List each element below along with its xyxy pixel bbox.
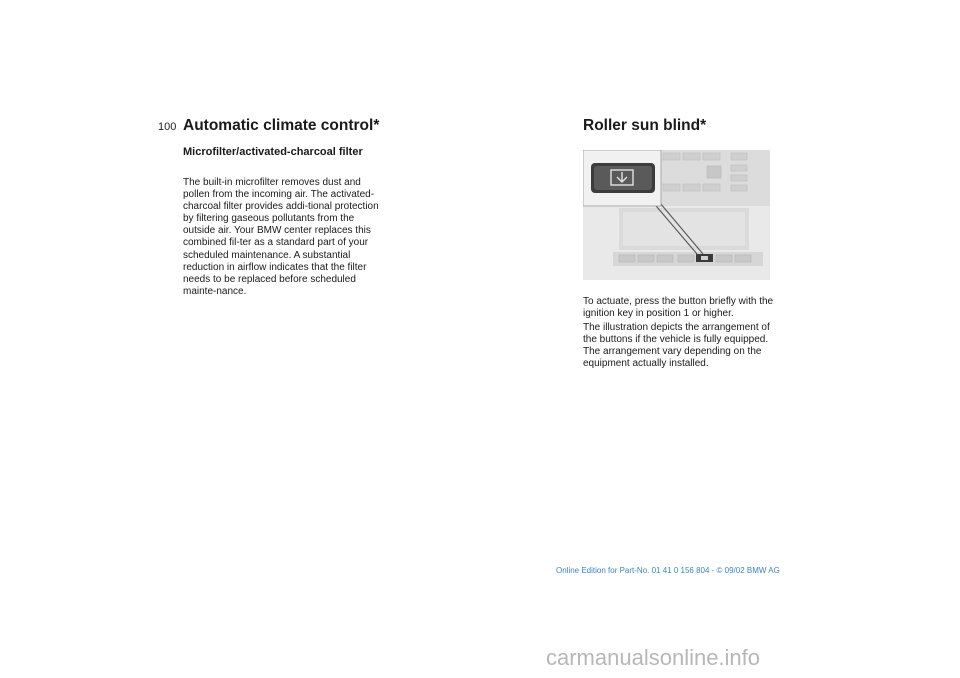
edition-footer: Online Edition for Part-No. 01 41 0 156 804 - © 09/02 BMW AG [556, 566, 780, 575]
section-title-roller-sun-blind: Roller sun blind* [583, 117, 707, 134]
microfilter-description: The built-in microfilter removes dust and pollen from the incoming air. The activated-charcoal filter provides addi-tional protection by filtering gaseous pollutants from the outside air. Your BMW center replaces this combined fil-ter as a standard part of your scheduled maintenance. A substantial reduction in airflow indicates that the filter needs to be replaced before scheduled mainte-nance. [183, 177, 379, 297]
site-watermark: carmanualsonline.info [546, 645, 761, 670]
actuation-instructions: To actuate, press the button briefly with the ignition key in position 1 or higher. [583, 296, 774, 320]
section-title-climate-control: Automatic climate control* [183, 117, 380, 134]
illustration-note: The illustration depicts the arrangement of the buttons if the vehicle is fully equipped. The arrangement vary depending on the equipment actually installed. [583, 322, 770, 370]
sun-blind-button-illustration [583, 150, 770, 280]
page-number: 100 [158, 121, 177, 133]
subsection-title-microfilter: Microfilter/activated-charcoal filter [183, 146, 363, 158]
